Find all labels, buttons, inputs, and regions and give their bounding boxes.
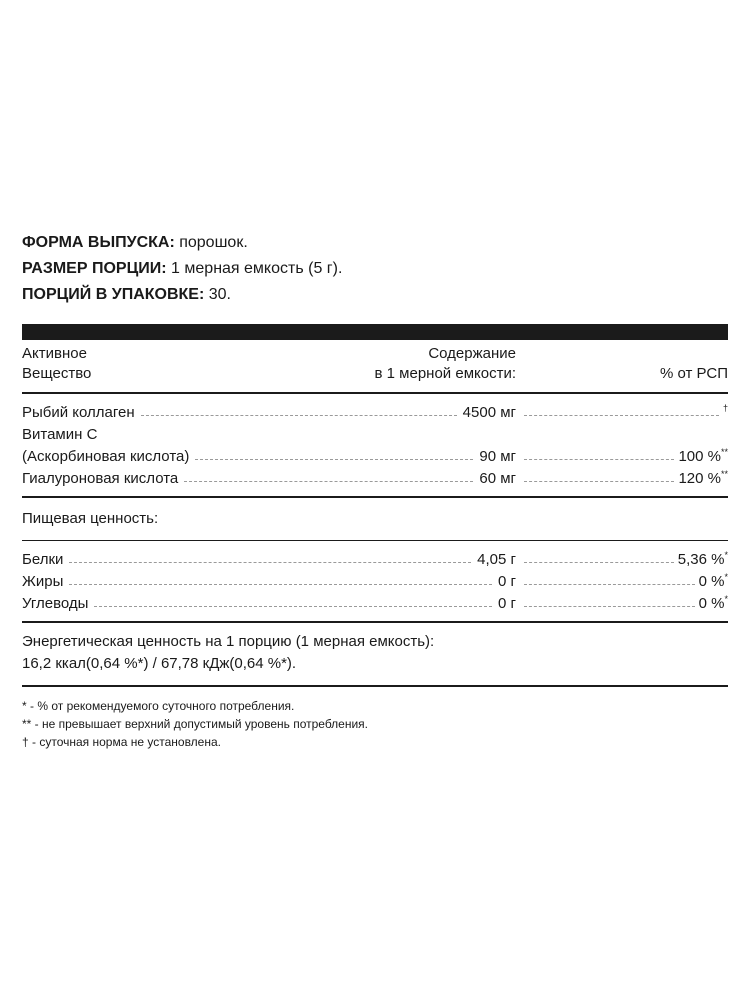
ingredient-name: Рыбий коллаген [22,404,135,421]
footnote-mark: ** [720,447,728,457]
footnote-mark: * [724,550,728,560]
header-content [375,344,516,384]
energy-value [22,623,728,685]
dot-leader [195,458,473,460]
header-active-substance [22,344,91,384]
ingredient-percent [723,402,728,424]
dot-leader [94,605,492,607]
dot-leader [69,561,471,563]
servings-per-pack-value: 30. [208,286,231,303]
ingredient-name: Гиалуроновая кислота [22,470,179,487]
ingredient-percent: 120 %** [678,469,728,487]
nutrient-amount: 0 г [498,595,516,612]
dot-leader [524,458,674,460]
release-form-line [22,230,728,256]
dot-leader [524,414,719,416]
ingredient-amount: 60 мг [479,470,516,487]
serving-size-label: РАЗМЕР ПОРЦИИ: [22,260,167,277]
nutrient-amount: 4,05 г [477,551,516,568]
ingredient-percent: 100 %** [678,447,728,465]
header-bar [22,324,728,340]
nutrition-row [22,593,728,615]
dot-leader [524,561,674,563]
nutrient-percent: 0 %* [698,572,728,590]
energy-line1: Энергетическая ценность на 1 порцию (1 мерная емкость): [22,632,435,650]
nutrient-amount: 0 г [498,573,516,590]
ingredient-amount: 90 мг [479,448,516,465]
dot-leader [524,583,695,585]
header-col1-line1: Активное [22,345,87,362]
footnote-mark: † [722,403,728,413]
dot-leader [184,480,473,482]
servings-per-pack-label: ПОРЦИЙ В УПАКОВКЕ: [22,286,205,303]
serving-size-line [22,256,728,282]
dot-leader [524,480,674,482]
nutrient-percent: 5,36 %* [677,550,728,568]
footnote-item: * - % от рекомендуемого суточного потребления. [22,698,295,713]
release-form-label: ФОРМА ВЫПУСКА: [22,234,175,251]
header-rsp-percent: % от РСП [659,365,728,382]
nutrient-name: Углеводы [22,595,89,612]
header-col1-line2: Вещество [22,365,92,382]
nutrient-percent: 0 %* [698,594,728,612]
ingredient-row [22,468,728,490]
nutrition-rows [22,541,728,621]
ingredient-row [22,446,728,468]
dot-leader [69,583,492,585]
ingredient-rows [22,394,728,496]
nutrient-name: Белки [22,551,64,568]
nutrient-name: Жиры [22,573,64,590]
header-col2-line2: в 1 мерной емкости: [374,365,516,382]
nutrition-row [22,549,728,571]
release-form-value: порошок. [179,234,248,251]
footnote-mark: * [724,594,728,604]
footnote-item: ** - не превышает верхний допустимый уровень потребления. [22,716,368,731]
footnote-mark: * [724,572,728,582]
servings-per-pack-line [22,282,728,308]
nutrition-row [22,571,728,593]
serving-size-value: 1 мерная емкость (5 г). [171,260,343,277]
energy-line2: 16,2 ккал(0,64 %*) / 67,78 кДж(0,64 %*). [22,654,297,672]
supplement-facts-panel [22,230,728,751]
nutrition-title: Пищевая ценность: [22,509,159,527]
ingredient-amount: 4500 мг [462,404,516,421]
ingredient-row [22,402,728,424]
footnote-item: † - суточная норма не установлена. [22,734,221,749]
dot-leader [524,605,695,607]
table-header [22,344,728,392]
dot-leader [141,414,457,416]
ingredient-name: (Аскорбиновая кислота) [22,448,190,465]
footnotes [22,687,728,751]
ingredient-name-line1: Витамин С [22,426,98,443]
header-col2-line1: Содержание [428,345,516,362]
footnote-mark: ** [720,469,728,479]
